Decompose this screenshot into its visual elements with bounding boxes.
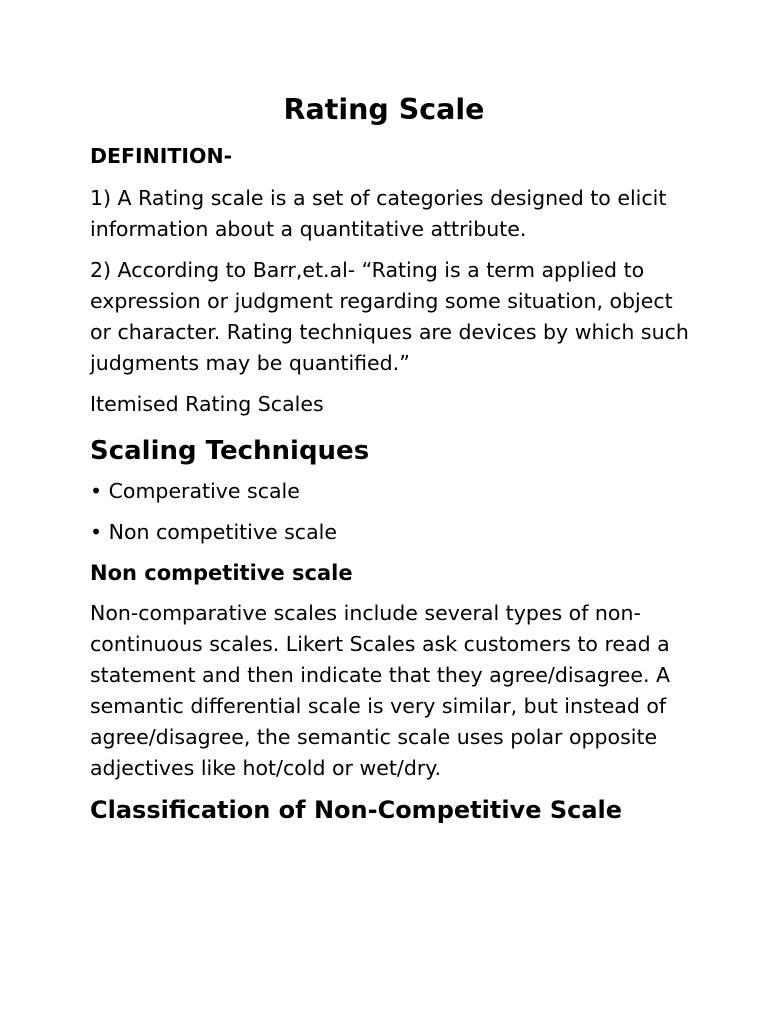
definition-heading: DEFINITION- (90, 144, 233, 168)
definition-paragraph-2: 2) According to Barr,et.al- “Rating is a term applied to expression or judgment regarding some situation, object or character. Rating techniques are devices by which such judgments may be quantified.” (90, 258, 689, 375)
definition-paragraph-1: 1) A Rating scale is a set of categories designed to elicit information about a quantitative attribute. (90, 186, 667, 241)
classification-heading: Classification of Non-Competitive Scale (90, 796, 623, 824)
scaling-techniques-heading: Scaling Techniques (90, 436, 370, 466)
non-competitive-paragraph: Non-comparative scales include several types of non-continuous scales. Likert Scales ask customers to read a statement and then indicate that they agree/disagree. A semantic differential scale is very similar, but instead of agree/disagree, the semantic scale uses polar opposite adjectives like hot/cold or wet/dry. (90, 601, 671, 780)
bullet-item: • Comperative scale (90, 479, 300, 503)
document-page (90, 92, 690, 826)
itemised-rating-text: Itemised Rating Scales (90, 392, 324, 416)
page-title: Rating Scale (283, 93, 485, 126)
non-competitive-heading: Non competitive scale (90, 561, 353, 585)
bullet-item: • Non competitive scale (90, 520, 337, 544)
